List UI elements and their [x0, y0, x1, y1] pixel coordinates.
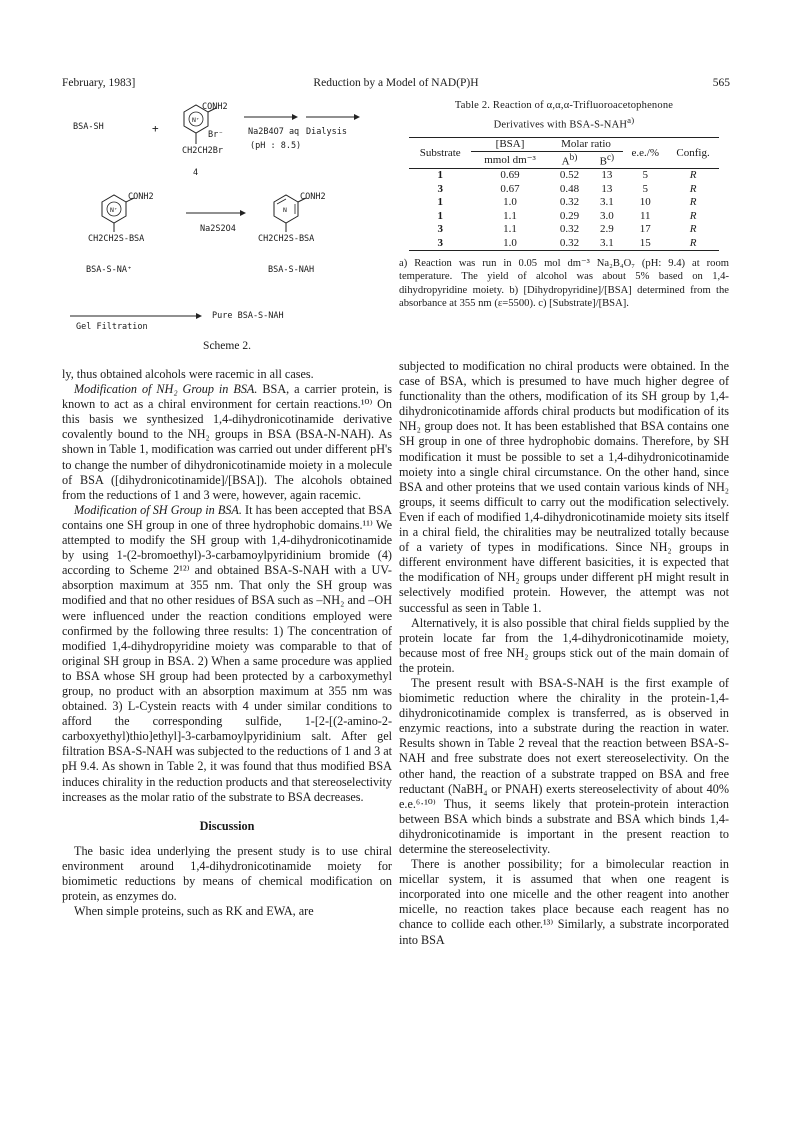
n-right: N: [283, 206, 287, 214]
cell-a: 0.32: [549, 236, 591, 250]
cell-bsa: 1.1: [503, 223, 517, 236]
table-row: [409, 182, 719, 196]
bsa-s-na-plus-label: BSA-S-NA⁺: [86, 265, 133, 275]
cell-config: R: [689, 223, 697, 236]
table-title-sup: a): [627, 115, 635, 125]
paragraph-text: BSA, a carrier protein, is known to act as a chiral environment for certain reactions.¹⁰⁾ On this basis we synthesized 1,4-dihydronicotinamide derivative covalently bound to the NH₂ groups in BSA (BSA-N-NAH). As shown in Table 1, modification was carried out under different pH's to change the number of dihydronicotinamide moiety in a molecule of BSA ([dihydronicotinamide]/[BSA]). The alcohols obtained from the reductions of 1 and 3 were, however, again racemic.: [62, 382, 392, 502]
cell-config: R: [689, 209, 697, 222]
section-title-sh: Modification of SH Group in BSA.: [74, 502, 242, 517]
cell-config: R: [689, 196, 697, 209]
col-bsa: [BSA]: [471, 137, 548, 152]
col-config: Config.: [667, 137, 719, 168]
dialysis-label: Dialysis: [306, 127, 347, 137]
col-b-sup: c): [606, 152, 615, 162]
col-bsa-unit: mmol dm⁻³: [471, 152, 548, 169]
section-title-nh2: Modification of NH₂ Group in BSA.: [74, 382, 258, 397]
cell-substrate: 3: [437, 223, 443, 236]
table-2: [399, 99, 729, 311]
cell-bsa: 1.0: [503, 196, 517, 209]
conh2-label-right: CONH2: [300, 192, 326, 202]
cell-a: 0.48: [559, 182, 580, 195]
cell-b: 3.1: [590, 236, 623, 250]
cell-config: R: [667, 236, 719, 250]
conh2-label-mid: CONH2: [128, 192, 154, 202]
scheme-2: [62, 100, 392, 360]
cell-substrate: 1: [437, 209, 443, 222]
cell-a: 0.52: [559, 169, 580, 182]
header-date: February, 1983]: [62, 77, 136, 89]
cell-bsa: 1.1: [503, 209, 517, 222]
pure-product-label: Pure BSA-S-NAH: [212, 311, 284, 321]
cell-ee: 15: [623, 236, 667, 250]
cell-substrate: 3: [437, 182, 443, 195]
col-a: [549, 152, 591, 169]
cell-ee: 10: [639, 196, 651, 209]
right-column: [399, 359, 729, 948]
cell-a: 0.32: [559, 223, 580, 236]
discussion-heading: Discussion: [199, 818, 255, 833]
table-footnote: a) Reaction was run in 0.05 mol dm⁻³ Na₂B₄O₇ (pH: 9.4) at room temperature. The yield of alcohol was about 5% based on 1,4-dihydropyridine moiety. b) [Dihydropyridine]/[BSA] determined from the absorbance at 355 nm (ε=5500). c) [Substrate]/[BSA].: [399, 257, 729, 310]
paragraph-text: It has been accepted that BSA contains one SH group in one of three hydrophobic domains.¹¹⁾ We attempted to modify the SH group with 1,4-dihydronicotinamide by using 1-(2-bromoethyl)-3-carbamoylpyridinium bromide (4) according to Scheme 2¹²⁾ and obtained BSA-S-NAH with a UV-absorption maximum at 355 nm. That only the SH group was modified and that no other residues of BSA such as –NH₂ and –OH were influenced under the reaction conditions employed were confirmed by the following three results: 1) The concentration of modified 1,4-dihydropyridine moiety was comparable to that of original SH group in BSA. 2) When a same procedure was applied to BSA whose SH group had been protected by a carboxymethyl group, no product with an absorption maximum at 355 nm was obtained. 3) L-Cystein reacts with 4 under similar conditions to afford the corresponding sulfide, 1-[2-[(2-amino-2-carboxyethyl)thio]ethyl]-3-carbamoylpyridinium salt. After gel filtration BSA-S-NAH was subjected to the reductions of 1 and 3 at pH 9.4. As shown in Table 2, it was found that thus modified BSA induces chirality in the reduction products and that stereoselectivity increases as the molar ratio of the substrate to BSA decreases.: [62, 502, 393, 804]
cell-config: R: [689, 169, 697, 182]
col-b: [590, 152, 623, 169]
ph-label: (pH : 8.5): [250, 141, 302, 151]
plus-sign: +: [152, 122, 159, 135]
cell-b: 3.0: [599, 209, 614, 222]
cell-b: 2.9: [599, 223, 614, 236]
scheme-caption: Scheme 2.: [203, 340, 251, 352]
page-number: 565: [712, 77, 730, 89]
cell-ee: 17: [639, 223, 651, 236]
cell-bsa: 0.67: [500, 182, 520, 195]
bsa-sh-label: BSA-SH: [73, 122, 104, 132]
col-a-label: A: [561, 155, 570, 168]
cell-ee: 5: [642, 182, 648, 195]
paragraph-nh2-modification: [62, 382, 392, 503]
results-table: [409, 137, 719, 251]
col-molar-ratio: Molar ratio: [549, 137, 624, 152]
cell-bsa: 0.69: [500, 169, 520, 182]
header-title: Reduction by a Model of NAD(P)H: [313, 77, 479, 89]
cell-ee: 5: [642, 169, 648, 182]
table-row: [409, 236, 719, 250]
cell-b: 13: [601, 169, 613, 182]
running-header: [62, 77, 730, 93]
ch2ch2sbsa-right: CH2CH2S-BSA: [258, 234, 315, 244]
n-plus-top: N⁺: [192, 116, 200, 124]
bromide-label: Br⁻: [208, 130, 224, 140]
cell-bsa: 1.0: [471, 236, 548, 250]
paragraph: Alternatively, it is also possible that chiral fields supplied by the protein locate far from the 1,4-dihydronicotinamide moiety, because most of free NH₂ groups stick out of the main domain of the protein.: [399, 615, 729, 675]
paragraph: subjected to modification no chiral products were obtained. In the case of BSA, which is presumed to have much higher degree of functionality than the others, modification of its SH group by 1,4-dihydronicotinamide affords chiral products but modification of its NH₂ group does not. It has been established that BSA contains one SH group in one of three hydrophobic domains. Therefore, by SH modification it must be possible to set a 1,4-dihydronicotinamide moiety into a single chiral circumstance. On the other hand, since BSA and other proteins that we used contain various kinds of NH₂ groups, it seems difficult to carry out the modification selectively. Even if each of modified 1,4-dihydronicotinamide moiety sits itself in a chiral field, the chiralities may be neutralized totally because of a variety of types in modifications. Since NH₂ groups in different environment have different basicities, it is expected that the modification of NH₂ groups under different pH might result in selectively modified protein. However, the attempt was not successful as seen in Table 1.: [399, 359, 729, 615]
table-title-line2: Derivatives with BSA-S-NAH: [493, 119, 628, 131]
paragraph: When simple proteins, such as RK and EWA, are: [74, 904, 314, 919]
cell-ee: 11: [639, 209, 651, 222]
cell-b: 13: [601, 182, 613, 195]
table-row: [409, 223, 719, 237]
paragraph: There is another possibility; for a bimolecular reaction in micellar system, it is assumed that when one reagent is incorporated into one micelle and the other reagent into another micelle, no reaction takes place because each reagent has no chance to collide each other.¹³⁾ Similarly, a substrate incorporated into BSA: [399, 857, 729, 947]
col-b-label: B: [599, 155, 607, 168]
conh2-label-top: CONH2: [202, 102, 228, 112]
table-header-row: [409, 137, 719, 152]
cell-config: R: [689, 182, 697, 195]
reagent-label: Na2B4O7 aq: [248, 127, 300, 137]
cell-substrate: 3: [409, 236, 471, 250]
table-row: [409, 196, 719, 210]
col-substrate: Substrate: [409, 137, 471, 168]
col-a-sup: b): [569, 152, 578, 162]
cell-substrate: 1: [437, 196, 443, 209]
left-column: [62, 367, 392, 919]
paragraph: The present result with BSA-S-NAH is the first example of biomimetic reduction where the chirality in the protein-1,4-dihydronicotinamide complex is transferred, as is observed in enzymic reactions, into a substrate during the reaction in water. Results shown in Table 2 reveal that the reaction between BSA-S-NAH and free substrate does not exert stereoselectivity. On the other hand, the reaction of a substrate trapped on BSA and free reductant (NaBH₄ or PNAH) exerts stereoselectivity of about 40% e.e.⁶·¹⁰⁾ Thus, it seems likely that protein-protein interaction between BSA which binds a substrate and BSA which binds 1,4-dihydronicotinamide is important in the present reaction to determine the stereoselectivity.: [399, 675, 729, 856]
ch2ch2sbsa-left: CH2CH2S-BSA: [88, 234, 145, 244]
cell-substrate: 1: [437, 169, 443, 182]
cell-a: 0.32: [559, 196, 580, 209]
table-row: [409, 168, 719, 182]
table-row: [409, 209, 719, 223]
gel-filtration-label: Gel Filtration: [76, 322, 148, 332]
cell-b: 3.1: [599, 196, 614, 209]
compound-number: 4: [193, 168, 199, 178]
reductant-label: Na2S2O4: [200, 224, 236, 234]
n-plus-mid: N⁺: [110, 206, 118, 214]
table-title-line1: Table 2. Reaction of α,α,α-Trifluoroacetophenone: [454, 100, 674, 111]
paragraph: The basic idea underlying the present study is to use chiral environment around 1,4-dihydronicotinamide moiety for biomimetic reductions by means of chemical modification on protein, as enzymes do.: [62, 843, 392, 904]
cell-a: 0.29: [559, 209, 580, 222]
paragraph-sh-modification: [62, 503, 392, 805]
col-ee: e.e./%: [623, 137, 667, 168]
bsa-s-nah-label: BSA-S-NAH: [268, 265, 315, 275]
table-title: [399, 99, 729, 133]
ch2ch2br-label: CH2CH2Br: [182, 146, 223, 156]
paragraph: ly, thus obtained alcohols were racemic in all cases.: [62, 367, 314, 381]
